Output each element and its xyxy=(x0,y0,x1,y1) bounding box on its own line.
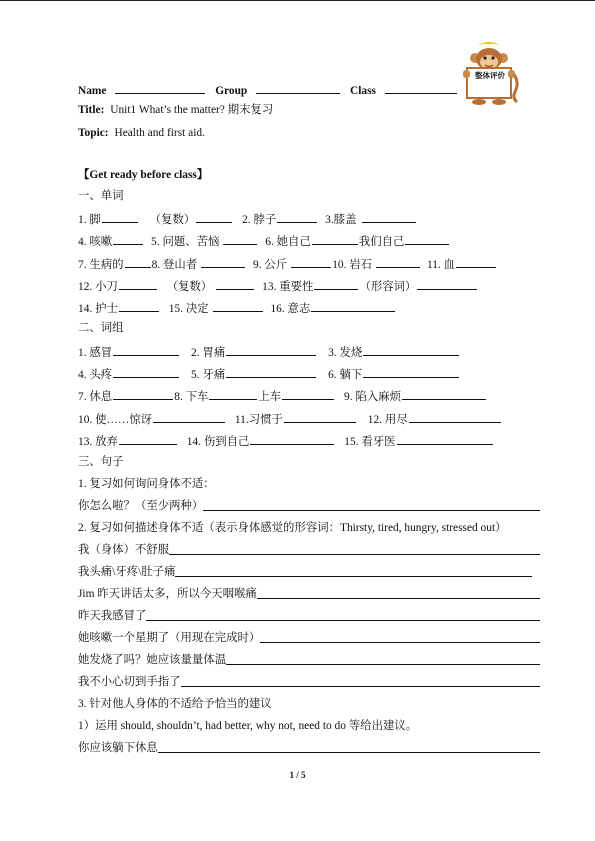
group-field[interactable] xyxy=(256,82,340,94)
answer-blank[interactable] xyxy=(314,278,358,290)
answer-blank[interactable] xyxy=(312,233,358,245)
word-label: （形容词） xyxy=(359,281,417,293)
sentence-row xyxy=(78,543,540,557)
word-label: 16. 意志 xyxy=(270,303,311,315)
answer-line[interactable] xyxy=(175,565,532,577)
phrase-label: 7. 休息 xyxy=(78,391,113,403)
sentence-row xyxy=(78,741,540,755)
group-label: Group xyxy=(215,85,248,97)
answer-blank[interactable] xyxy=(456,256,496,268)
phrase-label: 11.习惯于 xyxy=(234,414,283,426)
sentence-row xyxy=(78,653,540,667)
s3-sub: 1）运用 should, shouldn’t, had better, why not, need to do 等给出建议。 xyxy=(78,720,418,732)
answer-blank[interactable] xyxy=(291,256,331,268)
word-label: 我们自己 xyxy=(358,236,405,248)
word-label: 11. 血 xyxy=(426,259,455,271)
s2-title: 2. 复习如何描述身体不适（表示身体感觉的形容词：Thirsty, tired, hungry, stressed out） xyxy=(78,522,507,534)
answer-blank[interactable] xyxy=(196,211,232,223)
word-label: 5. 问题、苦恼 xyxy=(151,236,220,248)
word-row-4 xyxy=(78,278,478,294)
phrase-label: 2. 胃痛 xyxy=(191,347,226,359)
word-row-3 xyxy=(78,256,497,272)
phrase-row-5 xyxy=(78,433,494,449)
word-row-1 xyxy=(78,211,417,227)
phrase-label: 15. 看牙医 xyxy=(344,436,396,448)
phrase-label: 9. 陷入麻烦 xyxy=(344,391,401,403)
answer-blank[interactable] xyxy=(113,344,179,356)
word-label: 2. 脖子 xyxy=(242,214,277,226)
word-label: 8. 登山者 xyxy=(151,259,198,271)
sentence-row xyxy=(78,675,540,689)
answer-blank[interactable] xyxy=(409,411,501,423)
word-label: 13. 重要性 xyxy=(262,281,314,293)
answer-line[interactable] xyxy=(181,675,540,687)
word-label: 6. 她自己 xyxy=(265,236,311,248)
answer-blank[interactable] xyxy=(226,344,316,356)
page-number: 1 / 5 xyxy=(289,770,306,780)
answer-blank[interactable] xyxy=(201,256,245,268)
badge-text: 整体评价 xyxy=(475,71,505,80)
part3-title: 三、句子 xyxy=(78,456,124,468)
sentence-prompt: 她发烧了吗？她应该量量体温 xyxy=(78,654,227,666)
word-label: 10. 岩石 xyxy=(332,259,373,271)
name-field[interactable] xyxy=(115,82,205,94)
class-label: Class xyxy=(349,85,376,97)
sentence-prompt: 我（身体）不舒服 xyxy=(78,544,170,556)
sentence-row xyxy=(78,499,540,513)
sentence-row xyxy=(78,587,540,601)
sentence-row xyxy=(78,631,540,645)
word-label: 14. 护士 xyxy=(78,303,118,315)
answer-blank[interactable] xyxy=(226,366,316,378)
answer-blank[interactable] xyxy=(119,433,177,445)
answer-blank[interactable] xyxy=(277,211,317,223)
answer-line[interactable] xyxy=(260,631,540,643)
phrase-label: 8. 下车 xyxy=(174,391,209,403)
answer-blank[interactable] xyxy=(402,388,486,400)
answer-blank[interactable] xyxy=(363,366,459,378)
sentence-row xyxy=(78,565,532,579)
answer-blank[interactable] xyxy=(209,388,257,400)
answer-blank[interactable] xyxy=(153,411,225,423)
s1-title: 1. 复习如何询问身体不适： xyxy=(78,478,215,490)
sentence-prompt: 你怎么啦？（至少两种） xyxy=(78,500,204,512)
name-label: Name xyxy=(78,85,107,97)
phrase-row-4 xyxy=(78,411,502,427)
phrase-row-2 xyxy=(78,366,460,382)
word-label: 9. 公斤 xyxy=(253,259,288,271)
topic-value: Health and first aid. xyxy=(114,127,205,139)
answer-line[interactable] xyxy=(226,653,540,665)
title-label: Title: xyxy=(78,104,105,116)
top-rule xyxy=(0,0,595,1)
phrase-label: 10. 使……惊讶 xyxy=(78,414,153,426)
sentence-row xyxy=(78,609,540,623)
word-label: 7. 生病的 xyxy=(78,259,124,271)
phrase-label: 4. 头疼 xyxy=(78,369,113,381)
sentence-prompt: 她咳嗽一个星期了（用现在完成时） xyxy=(78,632,261,644)
answer-blank[interactable] xyxy=(216,278,254,290)
topic-label: Topic: xyxy=(78,127,109,139)
phrase-label: 12. 用尽 xyxy=(367,414,408,426)
part2-title: 二、词组 xyxy=(78,322,124,334)
word-label: 4. 咳嗽 xyxy=(78,236,113,248)
title-value: Unit1 What’s the matter? 期末复习 xyxy=(110,104,274,116)
word-row-5 xyxy=(78,300,396,316)
answer-line[interactable] xyxy=(169,543,540,555)
answer-blank[interactable] xyxy=(113,366,179,378)
answer-line[interactable] xyxy=(203,499,540,511)
answer-blank[interactable] xyxy=(405,233,449,245)
answer-line[interactable] xyxy=(158,741,540,753)
phrase-label: 1. 感冒 xyxy=(78,347,113,359)
phrase-label: 5. 牙痛 xyxy=(191,369,226,381)
phrase-row-1 xyxy=(78,344,460,360)
phrase-label: 14. 伤到自己 xyxy=(186,436,250,448)
topic-row xyxy=(78,126,205,140)
class-field[interactable] xyxy=(385,82,457,94)
answer-blank[interactable] xyxy=(311,300,395,312)
word-row-2 xyxy=(78,233,450,249)
answer-blank[interactable] xyxy=(250,433,334,445)
answer-line[interactable] xyxy=(146,609,540,621)
part1-title: 一、单词 xyxy=(78,190,124,202)
phrase-label: 3. 发烧 xyxy=(328,347,363,359)
answer-blank[interactable] xyxy=(113,233,143,245)
answer-blank[interactable] xyxy=(282,388,334,400)
answer-blank[interactable] xyxy=(376,256,420,268)
word-label: 15. 决定 xyxy=(168,303,209,315)
sentence-prompt: 我头痛\牙疼\肚子痛 xyxy=(78,566,176,578)
phrase-label: 6. 躺下 xyxy=(328,369,363,381)
word-label: 3.膝盖 xyxy=(325,214,357,226)
answer-blank[interactable] xyxy=(284,411,356,423)
phrase-row-3 xyxy=(78,388,487,404)
word-label: （复数） xyxy=(166,281,213,293)
sentence-prompt: 昨天我感冒了 xyxy=(78,610,147,622)
answer-blank[interactable] xyxy=(113,388,173,400)
name-row xyxy=(78,82,458,98)
answer-blank[interactable] xyxy=(362,211,416,223)
title-row xyxy=(78,103,273,117)
sentence-prompt: 你应该躺下休息 xyxy=(78,742,158,754)
answer-blank[interactable] xyxy=(102,211,138,223)
answer-blank[interactable] xyxy=(363,344,459,356)
answer-blank[interactable] xyxy=(119,278,157,290)
word-label: （复数） xyxy=(149,214,196,226)
phrase-label: 13. 放弃 xyxy=(78,436,118,448)
word-label: 12. 小刀 xyxy=(78,281,118,293)
phrase-label: 上车 xyxy=(258,391,282,403)
answer-blank[interactable] xyxy=(417,278,477,290)
answer-blank[interactable] xyxy=(119,300,159,312)
answer-blank[interactable] xyxy=(223,233,257,245)
section-heading: 【Get ready before class】 xyxy=(78,169,209,181)
answer-blank[interactable] xyxy=(213,300,263,312)
s3-title: 3. 针对他人身体的不适给予恰当的建议 xyxy=(78,698,272,710)
answer-line[interactable] xyxy=(257,587,540,599)
sentence-prompt: 我不小心切到手指了 xyxy=(78,676,181,688)
answer-blank[interactable] xyxy=(397,433,493,445)
answer-blank[interactable] xyxy=(125,256,151,268)
word-label: 1. 脚 xyxy=(78,214,101,226)
sentence-prompt: Jim 昨天讲话太多，所以今天咽喉痛 xyxy=(78,588,257,600)
